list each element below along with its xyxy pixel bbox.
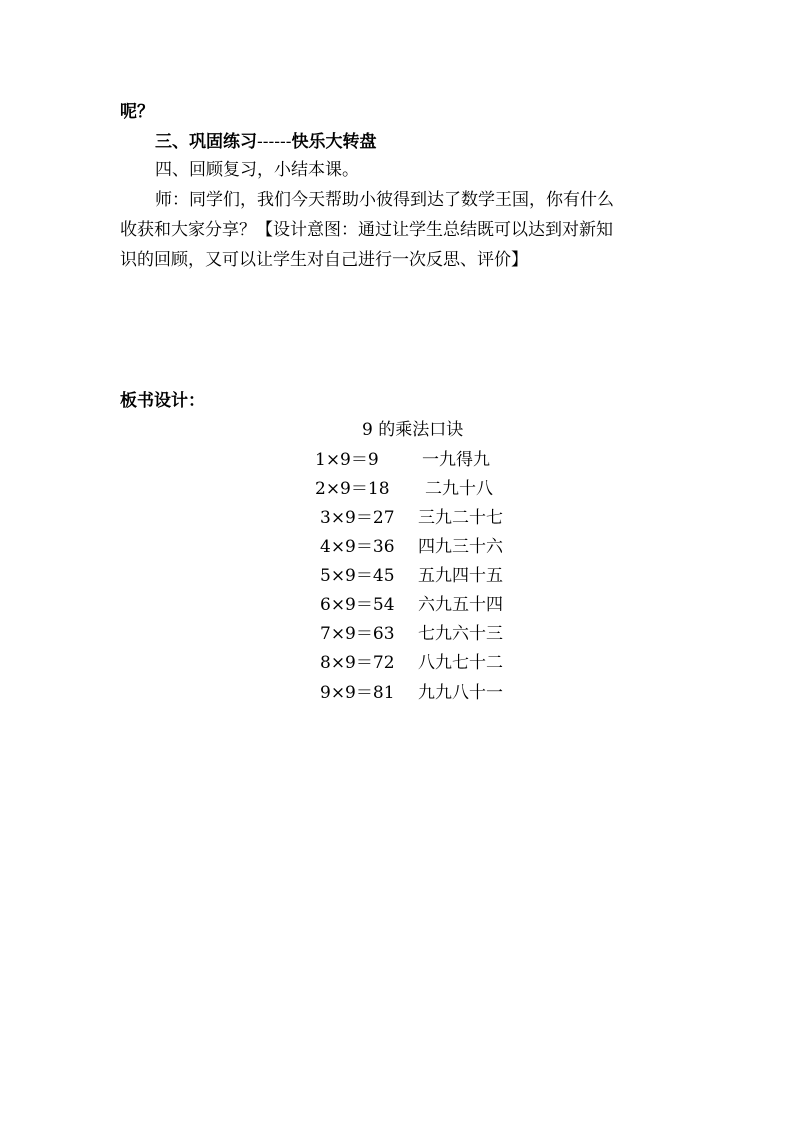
board-rhyme: 七九六十三: [418, 624, 503, 644]
section3-game: 快乐大转盘: [291, 132, 377, 152]
board-rhyme: 二九十八: [425, 479, 493, 499]
board-rhyme: 四九三十六: [418, 537, 503, 557]
board-equation: 1×9＝9: [315, 450, 379, 470]
section3-heading: [155, 130, 376, 154]
section4-heading: 四、回顾复习，小结本课。: [155, 160, 359, 180]
board-rhyme: 九九八十一: [418, 683, 503, 703]
board-equation: 4×9＝36: [320, 537, 395, 557]
text-ne: 呢？: [120, 102, 154, 122]
board-title: 9 的乘法口诀: [362, 420, 464, 440]
board-design-label: 板书设计：: [120, 391, 205, 411]
board-rhyme: 三九二十七: [418, 508, 503, 528]
board-rhyme: 一九得九: [422, 450, 490, 470]
teacher-line-2: 收获和大家分享？【设计意图：通过让学生总结既可以达到对新知: [120, 220, 613, 240]
board-equation: 5×9＝45: [320, 566, 395, 586]
teacher-line-3: 识的回顾，又可以让学生对自己进行一次反思、评价】: [120, 250, 528, 270]
board-rhyme: 八九七十二: [418, 653, 503, 673]
board-equation: 8×9＝72: [320, 653, 395, 673]
section3-dashes: ------: [257, 132, 292, 152]
board-equation: 9×9＝81: [320, 683, 395, 703]
board-rhyme: 五九四十五: [418, 566, 503, 586]
board-equation: 7×9＝63: [320, 624, 395, 644]
board-equation: 6×9＝54: [320, 595, 395, 615]
board-rhyme: 六九五十四: [418, 595, 503, 615]
section3-title: 三、巩固练习: [155, 132, 257, 152]
board-equation: 2×9＝18: [315, 479, 390, 499]
teacher-line-1: 师：同学们，我们今天帮助小彼得到达了数学王国，你有什么: [155, 190, 614, 210]
board-equation: 3×9＝27: [320, 508, 395, 528]
